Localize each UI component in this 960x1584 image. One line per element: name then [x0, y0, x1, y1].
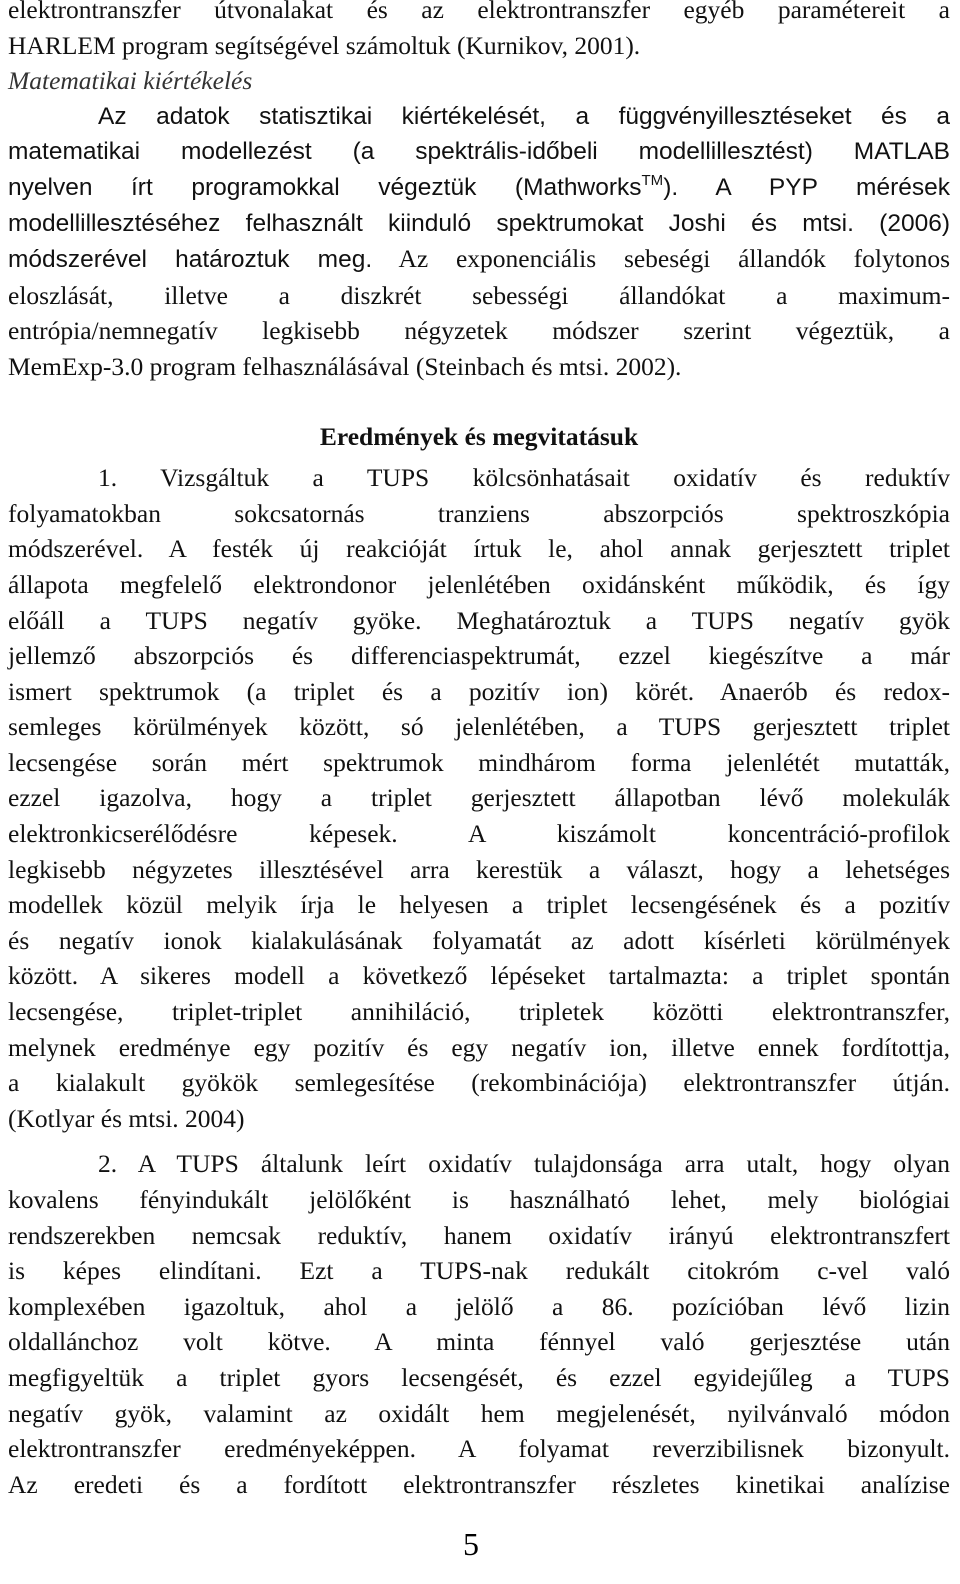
- text-line: rendszerekben nemcsak reduktív, hanem oxidatív irányú elektrontranszfert: [8, 1220, 950, 1250]
- text-line: matematikai modellezést (a spektrális-időbeli modellillesztést) MATLAB: [8, 138, 950, 166]
- text-span: Az exponenciális sebeségi állandók folytonos: [372, 244, 950, 274]
- text-line: elektronkicserélődésre képesek. A kiszámolt koncentráció-profilok: [8, 819, 950, 849]
- text-line: lecsengése, triplet-triplet annihiláció, tripletek közötti elektrontranszfer,: [8, 997, 950, 1027]
- text-line: oldallánchoz volt kötve. A minta fénnyel való gerjesztése után: [8, 1327, 950, 1357]
- page-number: 5: [463, 1526, 479, 1562]
- text-line: negatív gyök, valamint az oxidált hem megjelenését, nyilvánvaló módon: [8, 1398, 950, 1428]
- text-span: nyelven írt programokkal végeztük (Mathworks: [8, 173, 642, 201]
- text-line: folyamatokban sokcsatornás tranziens abszorpciós spektroszkópia: [8, 498, 950, 528]
- results-heading: Eredmények és megvitatásuk: [319, 421, 639, 451]
- text-line: elektrontranszfer eredményeképpen. A folyamat reverzibilisnek bizonyult.: [8, 1434, 950, 1464]
- text-line: komplexében igazoltuk, ahol a jelölő a 86. pozícióban lévő lizin: [8, 1291, 950, 1321]
- text-line: MemExp-3.0 program felhasználásával (Steinbach és mtsi. 2002).: [8, 351, 682, 381]
- text-line: [8, 241, 950, 278]
- result-paragraph-2: [8, 1146, 950, 1502]
- text-line: is képes elindítani. Ezt a TUPS-nak redukált citokróm c-vel való: [8, 1256, 950, 1286]
- text-line: modellek közül melyik írja le helyesen a triplet lecsengésének és a pozitív: [8, 890, 950, 920]
- text-span: ). A PYP mérések: [663, 173, 950, 201]
- text-line: állapota megfelelő elektrondonor jelenlétében oxidánsként működik, és így: [8, 569, 950, 599]
- text-line: entrópia/nemnegatív legkisebb négyzetek módszer szerint végeztük, a: [8, 316, 950, 346]
- document-page: [8, 0, 950, 1502]
- text-line: és negatív ionok kialakulásának folyamatát az adott kísérleti körülmények: [8, 925, 950, 955]
- text-line: jellemző abszorpciós és differenciaspektrumát, ezzel kiegészítve a már: [8, 641, 950, 671]
- text-line: módszerével. A festék új reakcióját írtuk le, ahol annak gerjesztett triplet: [8, 534, 950, 564]
- text-line: előáll a TUPS negatív gyöke. Meghatároztuk a TUPS negatív gyök: [8, 605, 950, 635]
- text-line: eloszlását, illetve a diszkrét sebességi állandókat a maximum-: [8, 280, 950, 310]
- text-line: Az eredeti és a fordított elektrontranszfer részletes kinetikai analízise: [8, 1469, 950, 1499]
- trademark-superscript: TM: [641, 171, 664, 189]
- methods-paragraph-cont: [8, 278, 950, 385]
- text-line: lecsengése során mért spektrumok mindhárom forma jelenlétét mutatták,: [8, 747, 950, 777]
- text-line: megfigyeltük a triplet gyors lecsengését, és ezzel egyidejűleg a TUPS: [8, 1362, 950, 1392]
- text-line: ezzel igazolva, hogy a triplet gerjesztett állapotban lévő molekulák: [8, 783, 950, 813]
- text-line: [8, 170, 950, 206]
- text-line: kovalens fényindukált jelölőként is használható lehet, mely biológiai: [8, 1185, 950, 1214]
- text-line: HARLEM program segítségével számoltuk (Kurnikov, 2001).: [8, 30, 641, 60]
- text-line: a kialakult gyökök semlegesítése (rekombinációja) elektrontranszfer útján.: [8, 1068, 950, 1098]
- text-line: (Kotlyar és mtsi. 2004): [8, 1103, 245, 1133]
- text-line: ismert spektrumok (a triplet és a pozitív ion) körét. Anaerób és redox-: [8, 676, 950, 706]
- text-line: semleges körülmények között, só jelenlétében, a TUPS gerjesztett triplet: [8, 712, 950, 742]
- text-line: Az adatok statisztikai kiértékelését, a függvényillesztéseket és a: [98, 102, 950, 130]
- section-title: Matematikai kiértékelés: [8, 66, 253, 96]
- result-paragraph-1: [8, 460, 950, 1136]
- text-line: 1. Vizsgáltuk a TUPS kölcsönhatásait oxidatív és reduktív: [98, 463, 950, 493]
- text-span: módszerével határoztuk meg.: [8, 246, 373, 274]
- methods-paragraph: [8, 99, 950, 278]
- text-line: modellillesztéséhez felhasznált kiinduló spektrumokat Joshi és mtsi. (2006): [8, 209, 950, 237]
- text-line: legkisebb négyzetes illesztésével arra kerestük a választ, hogy a lehetséges: [8, 854, 950, 884]
- text-line: melynek eredménye egy pozitív és egy negatív ion, illetve ennek fordítottja,: [8, 1032, 950, 1062]
- text-line: 2. A TUPS általunk leírt oxidatív tulajdonsága arra utalt, hogy olyan: [98, 1149, 950, 1179]
- text-line: között. A sikeres modell a következő lépéseket tartalmazta: a triplet spontán: [8, 961, 950, 991]
- text-line: elektrontranszfer útvonalakat és az elektrontranszfer egyéb paramétereit a: [8, 0, 950, 24]
